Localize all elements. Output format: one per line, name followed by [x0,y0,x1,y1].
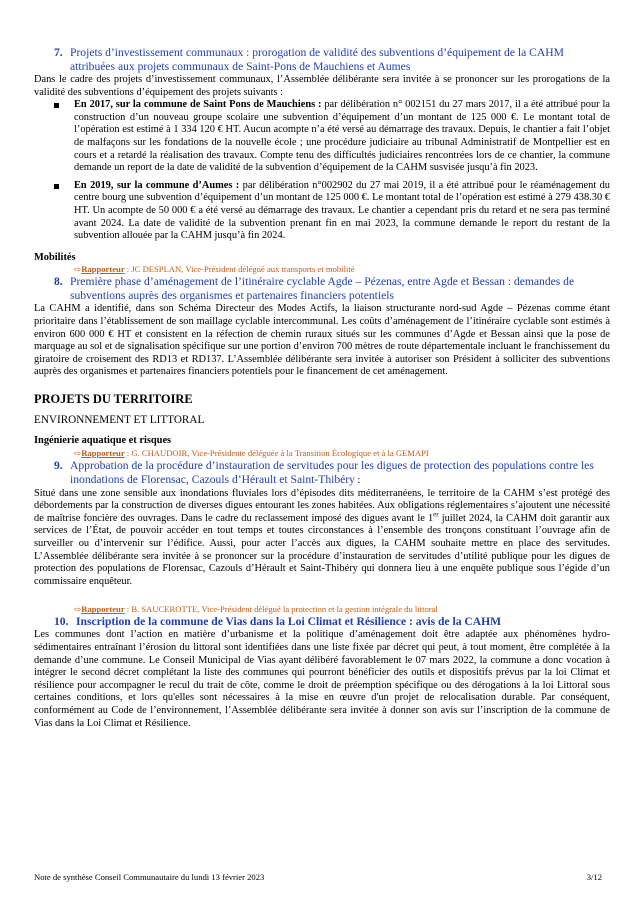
item-8-title: Première phase d’aménagement de l’itinéraire cyclable Agde – Pézenas, entre Agde et Bessan : demandes de subventions auprès des organismes et partenaires financiers potentiels [70,275,575,303]
ingenierie-label: Ingénierie aquatique et risques [34,435,172,447]
item-8-body: La CAHM a identifié, dans son Schéma Directeur des Modes Actifs, la liaison structurante nord-sud Agde – Pézenas comme étant prioritaire dans l’établissement de son maillage cyclable intercommunal. Les coûts d’aménagement de l’itinéraire cyclable sont estimés à environ 600 000 € HT et consistent en la réfection de chemin ruraux situés sur les communes d’Agde et Bessan ainsi que la pose de marquage au sol et de signalisation spécifique sur une portion d’environ 700 mètres de route départementale incluant le franchissement du giratoire de croisement des RD13 et RD137. L’Assemblée délibérante sera invitée à autoriser son Président à solliciter des subventions auprès des organismes et partenaires financiers potentiels pour le financement de cet aménagement. [34,303,610,378]
item-10-heading [54,615,610,629]
footer-title: Note de synthèse Conseil Communautaire du lundi 13 février 2023 [34,872,265,882]
item-7-bullet-1 [34,99,610,175]
document-page [34,46,610,730]
item-9-body-post: juillet 2024, la CAHM doit garantir aux services de l’État, de pouvoir accéder en tout temps et toutes circonstances à l’ensemble des tronçons constituant l’ouvrage afin de surveiller ou d’intervenir sur l’édifice. Aussi, pour acter l’accès aux digues, la CAHM souhaite mettre en place des servitudes. L’Assemblée délibérante sera invitée à se prononcer sur la procédure d’instauration de servitudes d’utilité publique pour les digues de protection des populations de Florensac, Cazouls d’Hérault et Saint-Thibéry qui donnera lieu à une enquête publique sous l’égide d’un commissaire enquêteur. [34,512,610,587]
bullet-text: par délibération n° 002151 du 27 mars 2017, il a été attribué pour la construction d’un nouveau groupe scolaire une subvention d’équipement d’un montant de 125 000 €. Le montant total de l’opération est estimé à 1 334 120 € HT. Aucun acompte n’a été versé au démarrage des travaux. Depuis, le chantier a fait l’objet de malfaçons sur les fondations de la nouvelle école ; une procédure judiciaire au tribunal Administratif de Montpellier est en cours et a retardé la réalisation des travaux. Compte tenu des difficultés judiciaires rencontrées lors de ce chantier, la commune demande un report de la date de validité de la subvention d’équipement de la CAHM susvisée jusqu’à fin 2023. [74,99,610,174]
item-10-rapporteur [74,604,610,615]
section-heading: PROJETS DU TERRITOIRE [34,391,193,406]
ingenierie-rapporteur [74,448,610,459]
rapporteur-text: : G. CHAUDOIR, Vice-Présidente déléguée à la Transition Écologique et à la GEMAPI [124,447,429,458]
item-10-number: 10. [54,615,69,629]
bullet-text: par délibération n°002902 du 27 mai 2019, il a été attribué pour le réaménagement du centre bourg une subvention d’équipement d’un montant de 125 000 €. Le montant total de l’opération est estimé à 279 438.30 € HT. Un acompte de 50 000 € a été versé au démarrage des travaux. Le chantier a cependant pris du retard et ne sera pas terminé avant 2024. La date de validité de la subvention prenant fin en mai 2023, la commune demande le report du restant de la subvention allouée par la CAHM jusqu’à fin 2024. [74,179,610,242]
item-7-bullet-2 [34,180,610,243]
bullet-square-icon [54,103,59,108]
item-9-number: 9. [54,458,63,472]
item-9-body [34,488,610,589]
bullet-lead: En 2017, sur la commune de Saint Pons de Mauchiens : [74,99,322,111]
item-9-heading [54,459,610,488]
section-subheading: ENVIRONNEMENT ET LITTORAL [34,414,205,427]
rapporteur-label: Rapporteur [81,604,125,615]
mobilites-label: Mobilités [34,251,76,263]
page-number: 3/12 [586,872,602,882]
item-9-title: Approbation de la procédure d’instauration de servitudes pour les digues de protection des populations contre les inondations de Florensac, Cazouls d’Hérault et Saint-Thibéry [70,458,594,486]
item-7-bullet-list [34,99,610,243]
item-8-heading [54,275,610,303]
mobilites-rapporteur [74,264,610,275]
arrow-right-icon: ⇨ [74,604,82,615]
item-7-title: Projets d’investissement communaux : prorogation de validité des subventions d’équipement de la CAHM attribuées aux projets communaux de Saint-Pons de Mauchiens et Aumes [70,46,564,73]
item-9-body-sup: er [433,510,439,519]
rapporteur-text: : B. SAUCEROTTE, Vice-Président délégué la protection et la gestion intégrale du littoral [124,604,438,615]
arrow-right-icon: ⇨ [74,264,82,275]
rapporteur-text: : JC DESPLAN, Vice-Président délégué aux transports et mobilité [124,264,355,275]
bullet-lead: En 2019, sur la commune d’Aumes : [74,179,240,191]
item-8-number: 8. [54,275,63,289]
page-footer [34,872,602,882]
arrow-right-icon: ⇨ [74,447,82,458]
item-9-body-pre: Situé dans une zone sensible aux inondations fluviales lors d’épisodes dits méditerranéens, le territoire de la CAHM s’est protégé des débordements par la construction de diverses digues entourant les zones habitées. Aux obligations réglementaires s’ajoutent une nécessité de maîtrise foncière des ouvrages. Dans le cadre du reclassement imposé des digues avant le 1 [34,487,610,524]
item-7-heading [54,46,610,74]
item-9-title-suffix: : [354,474,361,486]
item-10-title: Inscription de la commune de Vias dans la Loi Climat et Résilience : avis de la CAHM [76,615,502,629]
item-10-body: Les communes dont l’action en matière d’urbanisme et la politique d’aménagement doit être adaptée aux phénomènes hydro-sédimentaires entraînant l’érosion du littoral sont identifiées dans une liste fixée par décret qui peut, à tout moment, être complétée à la demande d’une commune. Le Conseil Municipal de Vias ayant délibéré favorablement le 07 mars 2022, la commune a donc vocation à intégrer le second décret complétant la liste des communes qui pourront bénéficier des outils et dispositifs prévus par la loi Climat et résilience pour accompagner le recul du trait de côte, comme le droit de préemption spécifique ou des dérogations à la loi Littoral sous certaines conditions, et lors qu'elles sont nécessaires à la mise en œuvre d'un projet de relocalisation durable. Par conséquent, conformément au Code de l’environnement, l’Assemblée délibérante sera invitée à donner son avis sur l’inscription de la commune de Vias dans la Loi Climat et Résilience. [34,629,610,729]
rapporteur-label: Rapporteur [81,264,125,275]
item-9-title-wrap [70,459,610,488]
bullet-square-icon [54,184,59,189]
rapporteur-label: Rapporteur [81,447,125,458]
item-7-number: 7. [54,46,63,59]
item-7-intro: Dans le cadre des projets d’investissement communaux, l’Assemblée délibérante sera invitée à se prononcer sur les prorogations de la validité des subventions d’équipement des projets suivants : [34,74,610,98]
